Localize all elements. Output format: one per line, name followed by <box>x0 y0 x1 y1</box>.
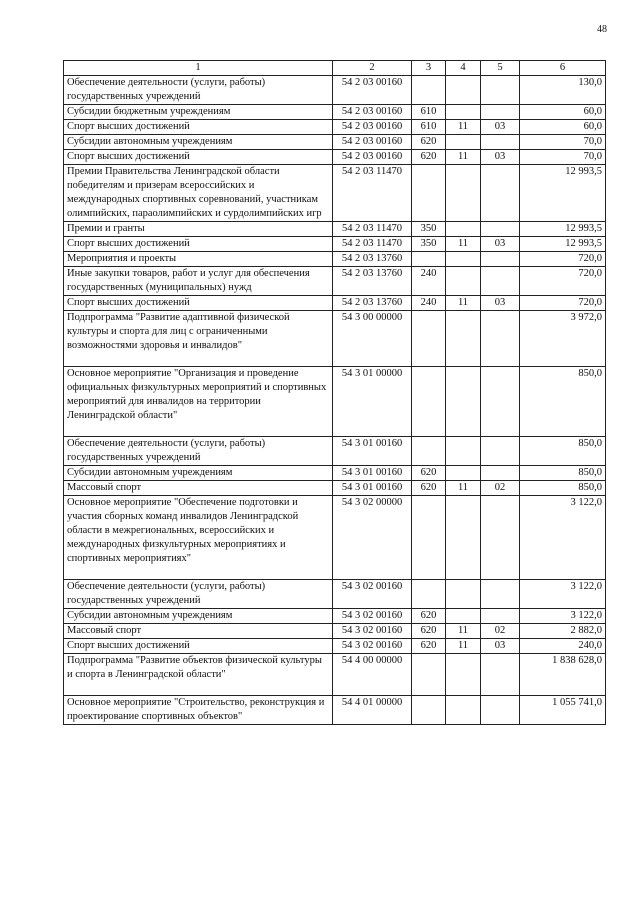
row-name-cell: Премии Правительства Ленинградской области победителям и призерам всероссийских и международных спортивных соревнований, участникам олимпийских, параолимпийских и сурдолимпийских игр <box>64 165 333 222</box>
target-code-cell: 54 2 03 00160 <box>333 120 412 135</box>
table-row <box>64 165 606 222</box>
expense-type-cell <box>412 580 446 609</box>
amount-cell: 2 882,0 <box>520 624 606 639</box>
row-name-cell: Подпрограмма "Развитие адаптивной физической культуры и спорта для лиц с ограниченными возможностями здоровья и инвалидов" <box>64 311 333 367</box>
table-row <box>64 150 606 165</box>
subsection-cell <box>481 609 520 624</box>
section-cell: 11 <box>446 237 481 252</box>
table-row <box>64 367 606 437</box>
table-header-row <box>64 61 606 76</box>
section-cell <box>446 135 481 150</box>
amount-cell: 60,0 <box>520 120 606 135</box>
target-code-cell: 54 2 03 00160 <box>333 135 412 150</box>
row-name-cell: Субсидии автономным учреждениям <box>64 466 333 481</box>
amount-cell: 720,0 <box>520 252 606 267</box>
row-name-cell: Обеспечение деятельности (услуги, работы) государственных учреждений <box>64 580 333 609</box>
table-row <box>64 580 606 609</box>
section-cell <box>446 654 481 696</box>
target-code-cell: 54 2 03 13760 <box>333 267 412 296</box>
subsection-cell <box>481 496 520 580</box>
amount-cell: 130,0 <box>520 76 606 105</box>
column-header: 5 <box>481 61 520 76</box>
target-code-cell: 54 3 02 00000 <box>333 496 412 580</box>
budget-table <box>63 60 606 725</box>
subsection-cell <box>481 135 520 150</box>
row-name-cell: Спорт высших достижений <box>64 120 333 135</box>
row-name-cell: Массовый спорт <box>64 481 333 496</box>
row-name-cell: Основное мероприятие "Организация и проведение официальных физкультурных мероприятий и спортивных мероприятий для инвалидов на территории Ленинградской области" <box>64 367 333 437</box>
table-row <box>64 267 606 296</box>
amount-cell: 3 122,0 <box>520 580 606 609</box>
section-cell <box>446 496 481 580</box>
row-name-cell: Массовый спорт <box>64 624 333 639</box>
subsection-cell <box>481 367 520 437</box>
subsection-cell <box>481 165 520 222</box>
target-code-cell: 54 4 00 00000 <box>333 654 412 696</box>
target-code-cell: 54 2 03 00160 <box>333 150 412 165</box>
target-code-cell: 54 3 02 00160 <box>333 639 412 654</box>
amount-cell: 850,0 <box>520 437 606 466</box>
row-name-cell: Обеспечение деятельности (услуги, работы) государственных учреждений <box>64 437 333 466</box>
section-cell <box>446 696 481 725</box>
amount-cell: 12 993,5 <box>520 222 606 237</box>
expense-type-cell: 610 <box>412 120 446 135</box>
subsection-cell: 03 <box>481 120 520 135</box>
expense-type-cell: 620 <box>412 150 446 165</box>
row-name-cell: Спорт высших достижений <box>64 296 333 311</box>
subsection-cell <box>481 437 520 466</box>
subsection-cell <box>481 105 520 120</box>
row-name-cell: Спорт высших достижений <box>64 639 333 654</box>
expense-type-cell: 620 <box>412 481 446 496</box>
row-name-cell: Премии и гранты <box>64 222 333 237</box>
expense-type-cell <box>412 165 446 222</box>
row-name-cell: Субсидии автономным учреждениям <box>64 609 333 624</box>
expense-type-cell: 240 <box>412 296 446 311</box>
amount-cell: 1 838 628,0 <box>520 654 606 696</box>
table-row <box>64 311 606 367</box>
section-cell <box>446 165 481 222</box>
column-header: 6 <box>520 61 606 76</box>
target-code-cell: 54 2 03 00160 <box>333 105 412 120</box>
expense-type-cell <box>412 367 446 437</box>
subsection-cell <box>481 76 520 105</box>
section-cell <box>446 76 481 105</box>
table-row <box>64 654 606 696</box>
table-row <box>64 481 606 496</box>
table-row <box>64 135 606 150</box>
section-cell <box>446 311 481 367</box>
table-row <box>64 466 606 481</box>
subsection-cell <box>481 267 520 296</box>
amount-cell: 850,0 <box>520 466 606 481</box>
row-name-cell: Обеспечение деятельности (услуги, работы) государственных учреждений <box>64 76 333 105</box>
subsection-cell <box>481 654 520 696</box>
section-cell <box>446 252 481 267</box>
subsection-cell: 03 <box>481 296 520 311</box>
subsection-cell <box>481 222 520 237</box>
target-code-cell: 54 3 00 00000 <box>333 311 412 367</box>
expense-type-cell: 620 <box>412 135 446 150</box>
row-name-cell: Мероприятия и проекты <box>64 252 333 267</box>
column-header: 2 <box>333 61 412 76</box>
expense-type-cell <box>412 437 446 466</box>
amount-cell: 60,0 <box>520 105 606 120</box>
expense-type-cell <box>412 311 446 367</box>
table-row <box>64 624 606 639</box>
subsection-cell <box>481 466 520 481</box>
section-cell: 11 <box>446 481 481 496</box>
expense-type-cell: 350 <box>412 222 446 237</box>
section-cell <box>446 437 481 466</box>
table-row <box>64 105 606 120</box>
target-code-cell: 54 3 02 00160 <box>333 624 412 639</box>
subsection-cell <box>481 311 520 367</box>
section-cell: 11 <box>446 120 481 135</box>
amount-cell: 12 993,5 <box>520 237 606 252</box>
expense-type-cell <box>412 696 446 725</box>
section-cell: 11 <box>446 639 481 654</box>
column-header: 1 <box>64 61 333 76</box>
target-code-cell: 54 2 03 11470 <box>333 222 412 237</box>
amount-cell: 850,0 <box>520 481 606 496</box>
amount-cell: 1 055 741,0 <box>520 696 606 725</box>
table-row <box>64 609 606 624</box>
table-row <box>64 120 606 135</box>
amount-cell: 3 122,0 <box>520 609 606 624</box>
expense-type-cell: 620 <box>412 639 446 654</box>
amount-cell: 850,0 <box>520 367 606 437</box>
section-cell <box>446 580 481 609</box>
table-row <box>64 252 606 267</box>
amount-cell: 12 993,5 <box>520 165 606 222</box>
section-cell <box>446 105 481 120</box>
target-code-cell: 54 3 02 00160 <box>333 580 412 609</box>
row-name-cell: Спорт высших достижений <box>64 237 333 252</box>
section-cell <box>446 609 481 624</box>
section-cell <box>446 222 481 237</box>
row-name-cell: Основное мероприятие "Обеспечение подготовки и участия сборных команд инвалидов Ленинградской области в межрегиональных, всероссийских и международных физкультурных мероприятиях и спортивных мероприятиях" <box>64 496 333 580</box>
table-body <box>64 76 606 725</box>
subsection-cell: 03 <box>481 150 520 165</box>
expense-type-cell <box>412 76 446 105</box>
table-row <box>64 437 606 466</box>
amount-cell: 720,0 <box>520 296 606 311</box>
subsection-cell <box>481 696 520 725</box>
target-code-cell: 54 3 01 00160 <box>333 481 412 496</box>
column-header: 3 <box>412 61 446 76</box>
target-code-cell: 54 3 01 00160 <box>333 466 412 481</box>
amount-cell: 70,0 <box>520 150 606 165</box>
subsection-cell: 03 <box>481 237 520 252</box>
section-cell <box>446 367 481 437</box>
row-name-cell: Субсидии бюджетным учреждениям <box>64 105 333 120</box>
table-row <box>64 237 606 252</box>
table-row <box>64 296 606 311</box>
section-cell: 11 <box>446 296 481 311</box>
expense-type-cell: 620 <box>412 466 446 481</box>
target-code-cell: 54 3 01 00000 <box>333 367 412 437</box>
column-header: 4 <box>446 61 481 76</box>
row-name-cell: Основное мероприятие "Строительство, реконструкция и проектирование спортивных объектов" <box>64 696 333 725</box>
table-row <box>64 76 606 105</box>
section-cell: 11 <box>446 150 481 165</box>
table-row <box>64 222 606 237</box>
target-code-cell: 54 2 03 11470 <box>333 237 412 252</box>
target-code-cell: 54 3 01 00160 <box>333 437 412 466</box>
row-name-cell: Спорт высших достижений <box>64 150 333 165</box>
section-cell <box>446 466 481 481</box>
target-code-cell: 54 2 03 11470 <box>333 165 412 222</box>
row-name-cell: Субсидии автономным учреждениям <box>64 135 333 150</box>
subsection-cell: 02 <box>481 481 520 496</box>
expense-type-cell <box>412 252 446 267</box>
expense-type-cell <box>412 496 446 580</box>
table-row <box>64 696 606 725</box>
target-code-cell: 54 3 02 00160 <box>333 609 412 624</box>
amount-cell: 720,0 <box>520 267 606 296</box>
expense-type-cell: 610 <box>412 105 446 120</box>
subsection-cell <box>481 252 520 267</box>
expense-type-cell: 620 <box>412 624 446 639</box>
page-number: 48 <box>597 24 607 35</box>
target-code-cell: 54 2 03 13760 <box>333 296 412 311</box>
amount-cell: 3 972,0 <box>520 311 606 367</box>
amount-cell: 240,0 <box>520 639 606 654</box>
section-cell: 11 <box>446 624 481 639</box>
amount-cell: 3 122,0 <box>520 496 606 580</box>
subsection-cell: 03 <box>481 639 520 654</box>
subsection-cell <box>481 580 520 609</box>
subsection-cell: 02 <box>481 624 520 639</box>
target-code-cell: 54 2 03 13760 <box>333 252 412 267</box>
expense-type-cell: 620 <box>412 609 446 624</box>
target-code-cell: 54 2 03 00160 <box>333 76 412 105</box>
section-cell <box>446 267 481 296</box>
row-name-cell: Иные закупки товаров, работ и услуг для обеспечения государственных (муниципальных) нужд <box>64 267 333 296</box>
target-code-cell: 54 4 01 00000 <box>333 696 412 725</box>
expense-type-cell: 240 <box>412 267 446 296</box>
row-name-cell: Подпрограмма "Развитие объектов физической культуры и спорта в Ленинградской области" <box>64 654 333 696</box>
expense-type-cell <box>412 654 446 696</box>
table-row <box>64 639 606 654</box>
expense-type-cell: 350 <box>412 237 446 252</box>
table-row <box>64 496 606 580</box>
amount-cell: 70,0 <box>520 135 606 150</box>
